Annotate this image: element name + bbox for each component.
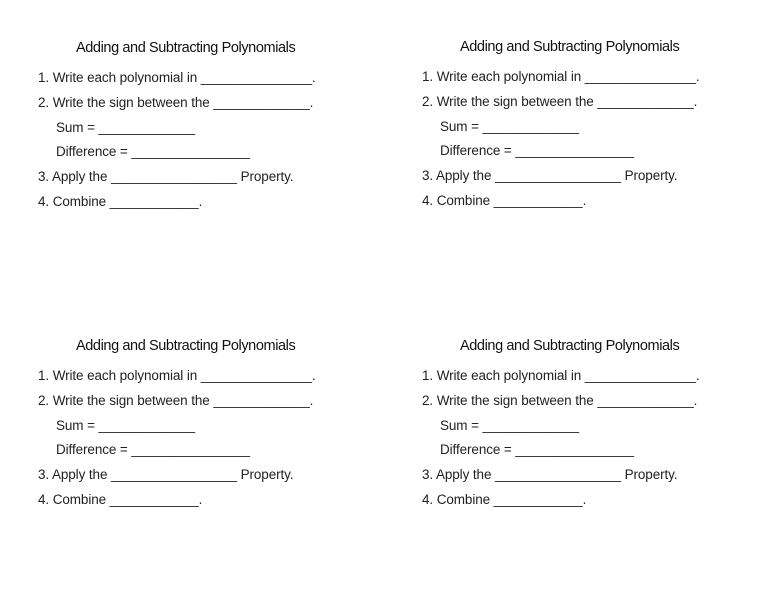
step-1-line: 1. Write each polynomial in _______________. [38, 70, 316, 85]
difference-line: Difference = ________________ [56, 442, 250, 458]
worksheet-card-top-left [38, 38, 368, 215]
step-2-line: 2. Write the sign between the _____________. [422, 93, 698, 109]
sum-line: Sum = _____________ [440, 417, 579, 433]
step-4-line: 4. Combine ____________. [38, 193, 203, 209]
step-2-line: 2. Write the sign between the _____________. [38, 94, 314, 110]
card-title: Adding and Subtracting Polynomials [76, 338, 296, 354]
worksheet-card-bottom-right [422, 336, 752, 513]
difference-line: Difference = ________________ [440, 442, 634, 458]
step-3-line: 3. Apply the _________________ Property. [422, 168, 678, 184]
difference-line: Difference = ________________ [440, 143, 634, 159]
step-2-line: 2. Write the sign between the _____________. [422, 392, 698, 408]
worksheet-card-top-right [422, 37, 752, 214]
step-2-line: 2. Write the sign between the _____________. [38, 392, 314, 408]
step-1-line: 1. Write each polynomial in _______________. [38, 368, 316, 383]
step-4-line: 4. Combine ____________. [422, 192, 587, 208]
card-title: Adding and Subtracting Polynomials [460, 39, 680, 55]
step-4-line: 4. Combine ____________. [422, 491, 587, 507]
card-title: Adding and Subtracting Polynomials [76, 40, 296, 56]
step-1-line: 1. Write each polynomial in _______________. [422, 368, 700, 383]
sum-line: Sum = _____________ [56, 119, 195, 135]
step-3-line: 3. Apply the _________________ Property. [38, 467, 294, 483]
sum-line: Sum = _____________ [440, 118, 579, 134]
step-4-line: 4. Combine ____________. [38, 491, 203, 507]
step-3-line: 3. Apply the _________________ Property. [38, 169, 294, 185]
worksheet-card-bottom-left [38, 336, 368, 513]
step-3-line: 3. Apply the _________________ Property. [422, 467, 678, 483]
sum-line: Sum = _____________ [56, 417, 195, 433]
step-1-line: 1. Write each polynomial in _______________. [422, 69, 700, 84]
card-title: Adding and Subtracting Polynomials [460, 338, 680, 354]
difference-line: Difference = ________________ [56, 144, 250, 160]
